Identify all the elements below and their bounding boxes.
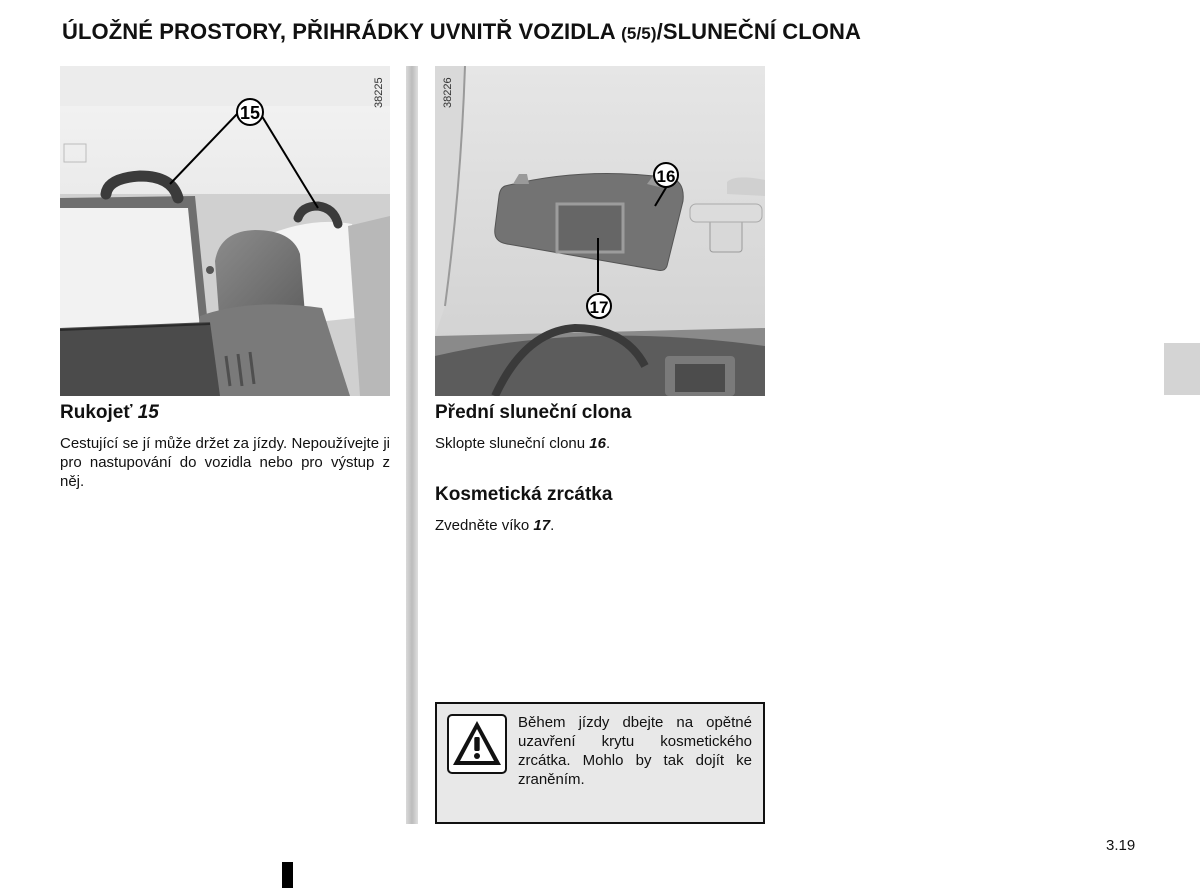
warning-box [435,702,765,824]
mirror-description: Zvedněte víko 17. [435,517,555,534]
handle-heading-ref: 15 [137,402,159,423]
callout-15 [237,99,263,125]
visor-ref: 16 [589,435,606,452]
svg-text:15: 15 [239,103,261,123]
mirror-ref: 17 [533,517,551,534]
svg-text:17: 17 [589,298,609,317]
handle-description: Cestující se jí může držet za jízdy. Nepoužívejte ji pro nastupování do vozidla nebo pro výstup z něj. [60,435,390,490]
callout-16 [654,163,678,187]
page-title [62,19,1162,45]
crop-mark [282,862,293,888]
title-main: ÚLOŽNÉ PROSTORY, PŘIHRÁDKY UVNITŘ VOZIDLA [62,19,622,44]
warning-triangle-icon [447,714,507,774]
figure-ref-38225: 38225 [373,77,385,108]
chapter-tab [1164,343,1200,395]
title-part-indicator: (5/5) [621,24,657,43]
visor-description: Sklopte sluneční clonu 16. [435,435,611,452]
svg-text:16: 16 [656,167,676,186]
handle-heading: Rukojeť 15 [60,402,159,423]
column-divider [406,66,418,824]
page-number: 3.19 [1106,837,1136,854]
grab-handle-illustration [60,66,390,396]
sun-visor-illustration [435,66,765,396]
figure-ref-38226: 38226 [442,77,454,108]
mirror-heading: Kosmetická zrcátka [435,484,613,505]
warning-text: Během jízdy dbejte na opětné uzavření krytu kosmetického zrcátka. Mohlo by tak dojít ke zraněním. [518,714,752,788]
callout-17 [587,294,611,318]
title-sub: /SLUNEČNÍ CLONA [656,19,861,44]
visor-heading: Přední sluneční clona [435,402,632,423]
